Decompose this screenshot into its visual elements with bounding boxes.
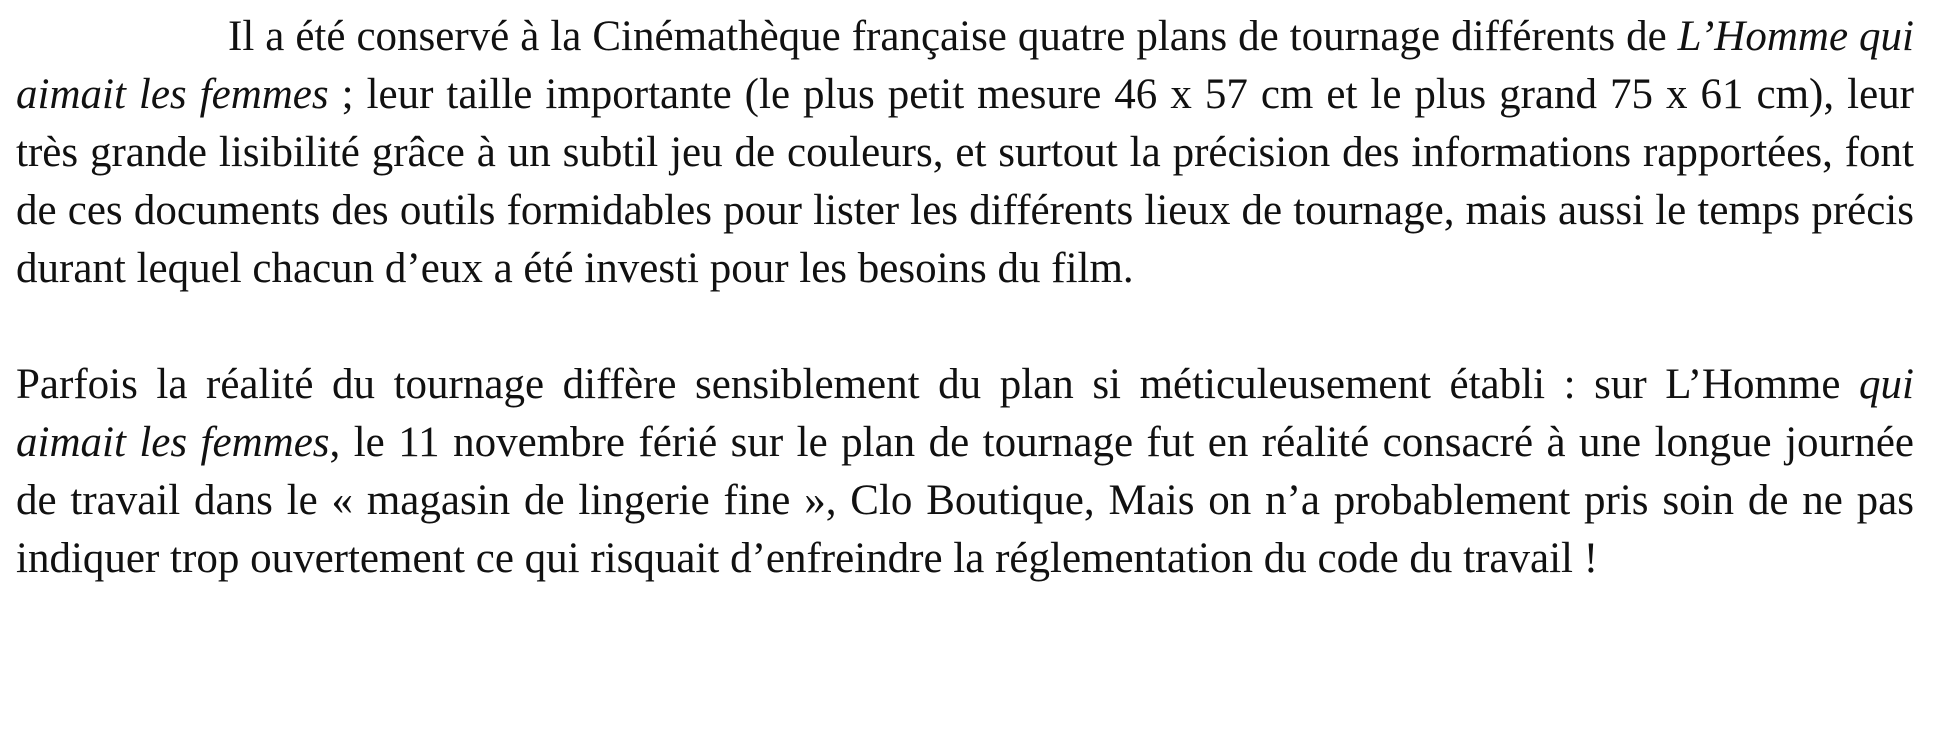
document-page <box>16 8 1914 588</box>
film-title-partial: qui aimait les femmes <box>16 361 1914 466</box>
paragraph-2-intro: Parfois la réalité du tournage diffère sensiblement du plan si méticuleusement établi : sur L’Homme <box>16 361 1860 408</box>
paragraph-shooting-plans <box>16 8 1914 298</box>
paragraph-1-intro: Il a été conservé à la Cinémathèque française quatre plans de tournage différents de <box>228 13 1678 60</box>
film-title: L’Homme qui aimait les femmes <box>16 13 1914 118</box>
paragraph-1-body: ; leur taille importante (le plus petit mesure 46 x 57 cm et le plus grand 75 x 61 cm), leur très grande lisibilité grâce à un subtil jeu de couleurs, et surtout la précision des informations rapportées, font de ces documents des outils formidables pour lister les différents lieux de tournage, mais aussi le temps précis durant lequel chacun d’eux a été investi pour les besoins du film. <box>16 71 1914 292</box>
paragraph-2-body: , le 11 novembre férié sur le plan de tournage fut en réalité consacré à une longue journée de travail dans le « magasin de lingerie fine », Clo Boutique, Mais on n’a probablement pris soin de ne pas indiquer trop ouvertement ce qui risquait d’enfreindre la réglementation du code du travail ! <box>16 419 1915 582</box>
paragraph-shooting-reality <box>16 356 1914 588</box>
